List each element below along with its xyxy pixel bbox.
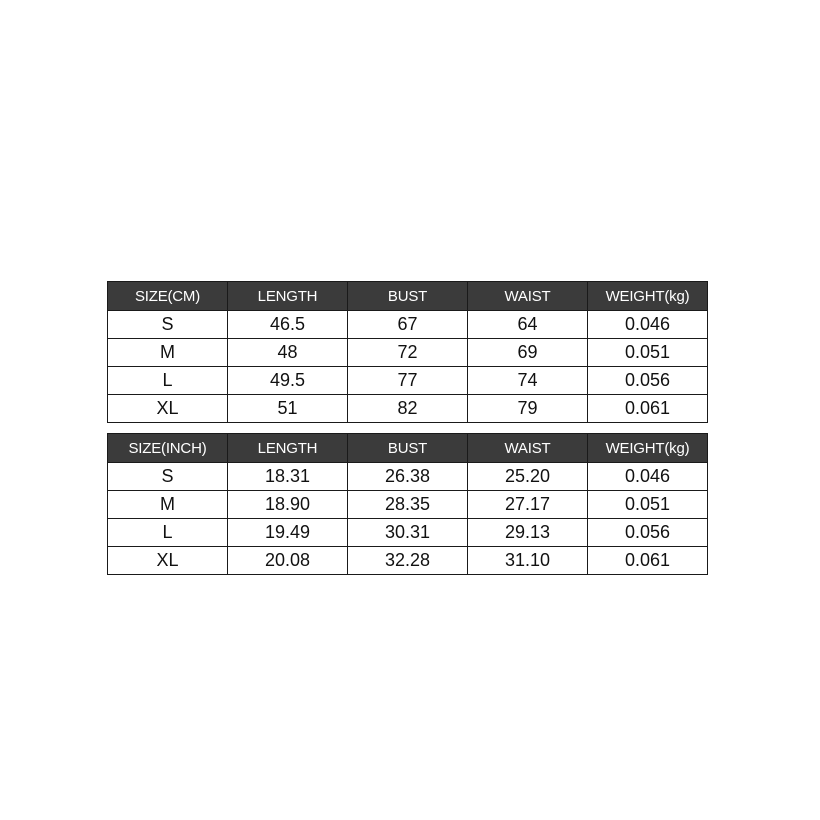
cell-waist: 69: [468, 339, 588, 367]
table-row: [108, 547, 708, 575]
cell-weight: 0.051: [588, 339, 708, 367]
cell-bust: 67: [348, 311, 468, 339]
cell-waist: 27.17: [468, 491, 588, 519]
cell-length: 49.5: [228, 367, 348, 395]
cell-bust: 77: [348, 367, 468, 395]
cell-weight: 0.046: [588, 311, 708, 339]
cell-length: 19.49: [228, 519, 348, 547]
table-row: [108, 339, 708, 367]
header-size: SIZE(CM): [108, 282, 228, 311]
cell-weight: 0.051: [588, 491, 708, 519]
cell-length: 20.08: [228, 547, 348, 575]
table-row: [108, 367, 708, 395]
cell-waist: 79: [468, 395, 588, 423]
cell-size: XL: [108, 395, 228, 423]
table-row: [108, 395, 708, 423]
cell-bust: 72: [348, 339, 468, 367]
cell-length: 51: [228, 395, 348, 423]
table-row: [108, 491, 708, 519]
header-row: [108, 282, 708, 311]
cell-weight: 0.056: [588, 367, 708, 395]
cell-size: L: [108, 367, 228, 395]
header-length: LENGTH: [228, 434, 348, 463]
cell-size: S: [108, 463, 228, 491]
header-weight: WEIGHT(kg): [588, 434, 708, 463]
header-waist: WAIST: [468, 282, 588, 311]
header-bust: BUST: [348, 282, 468, 311]
cell-size: M: [108, 339, 228, 367]
table-row: [108, 311, 708, 339]
cell-weight: 0.061: [588, 547, 708, 575]
cell-waist: 31.10: [468, 547, 588, 575]
cell-length: 18.90: [228, 491, 348, 519]
cell-size: XL: [108, 547, 228, 575]
cell-waist: 25.20: [468, 463, 588, 491]
size-chart-inch: [107, 433, 708, 575]
cell-weight: 0.061: [588, 395, 708, 423]
header-row: [108, 434, 708, 463]
header-size: SIZE(INCH): [108, 434, 228, 463]
cell-bust: 82: [348, 395, 468, 423]
cell-waist: 74: [468, 367, 588, 395]
cell-bust: 28.35: [348, 491, 468, 519]
table-row: [108, 463, 708, 491]
cell-waist: 29.13: [468, 519, 588, 547]
cell-weight: 0.046: [588, 463, 708, 491]
size-chart-cm: [107, 281, 708, 423]
cell-length: 48: [228, 339, 348, 367]
cell-length: 18.31: [228, 463, 348, 491]
cell-bust: 32.28: [348, 547, 468, 575]
cell-size: L: [108, 519, 228, 547]
header-waist: WAIST: [468, 434, 588, 463]
cell-waist: 64: [468, 311, 588, 339]
cell-size: S: [108, 311, 228, 339]
header-weight: WEIGHT(kg): [588, 282, 708, 311]
header-length: LENGTH: [228, 282, 348, 311]
cell-size: M: [108, 491, 228, 519]
cell-bust: 26.38: [348, 463, 468, 491]
header-bust: BUST: [348, 434, 468, 463]
cell-length: 46.5: [228, 311, 348, 339]
cell-bust: 30.31: [348, 519, 468, 547]
cell-weight: 0.056: [588, 519, 708, 547]
table-row: [108, 519, 708, 547]
